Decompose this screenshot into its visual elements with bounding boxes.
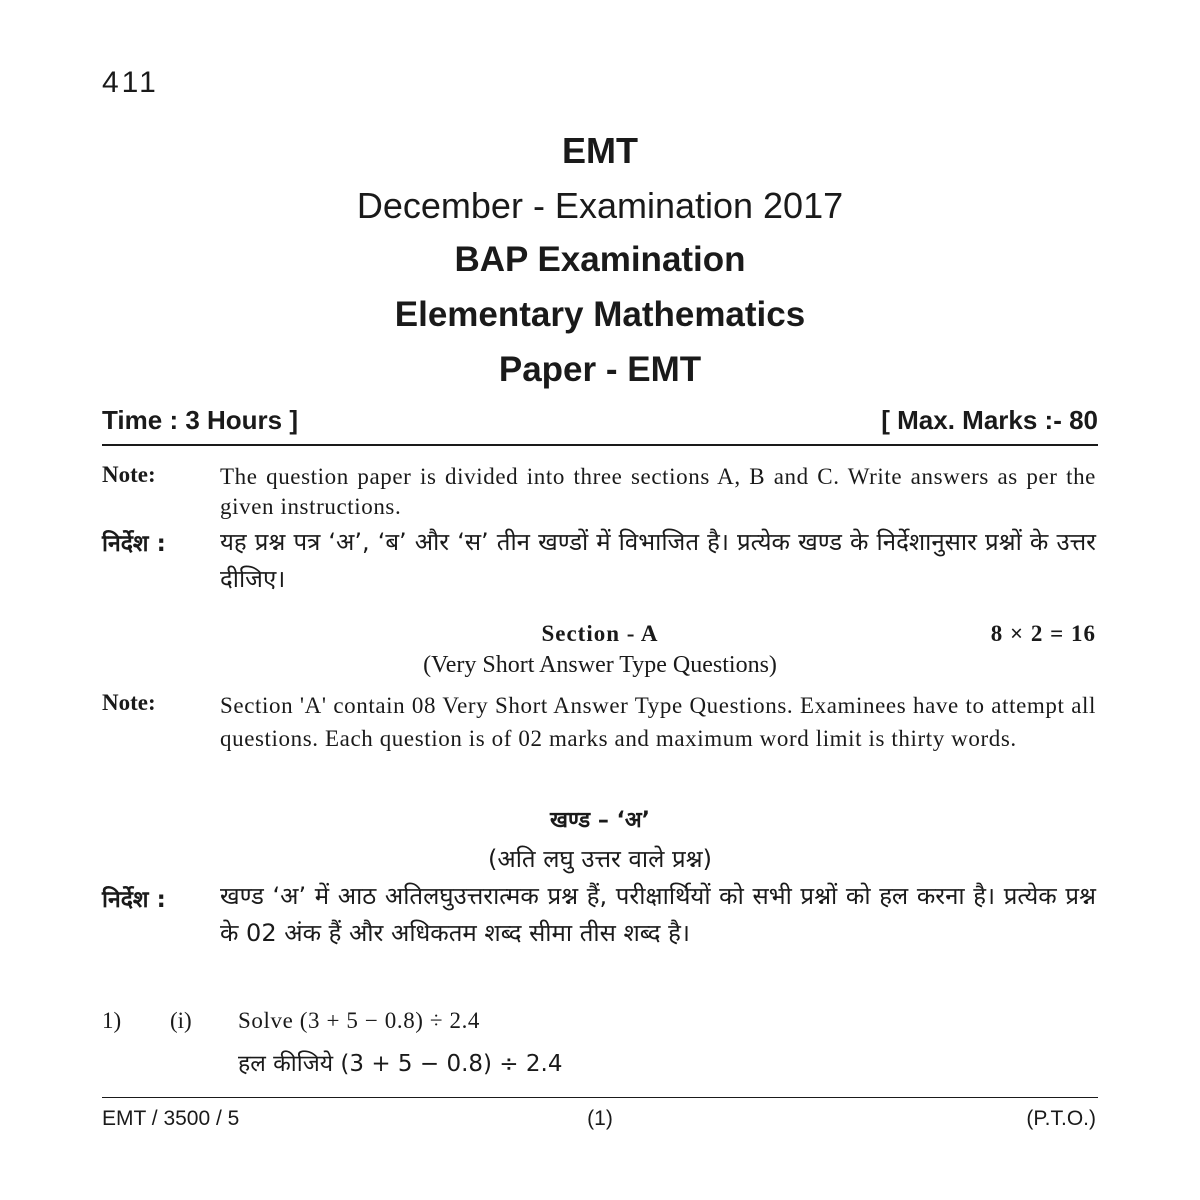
- time-allowed: Time : 3 Hours ]: [102, 405, 299, 435]
- max-marks: [ Max. Marks :- 80: [881, 405, 1098, 435]
- footer-code: EMT / 3500 / 5: [102, 1107, 240, 1130]
- section-a-subtitle: (Very Short Answer Type Questions): [423, 652, 777, 678]
- question-number: 1): [102, 1008, 122, 1033]
- section-a-hindi-title: खण्ड – ‘अ’: [549, 808, 651, 833]
- section-a-note-label: Note:: [102, 690, 156, 715]
- exam-session: December - Examination 2017: [356, 185, 844, 226]
- general-hindi-text: यह प्रश्न पत्र ‘अ’, ‘ब’ और ‘स’ तीन खण्डों में विभाजित है। प्रत्येक खण्ड के निर्देशानुसार प्रश्नों के उत्तर दीजिए।: [220, 528, 1096, 593]
- section-a-title: Section - A: [541, 621, 659, 646]
- question-sub-number: (i): [170, 1008, 192, 1033]
- subject-name: Elementary Mathematics: [394, 295, 806, 334]
- section-a-marks: 8 × 2 = 16: [990, 621, 1096, 646]
- section-a-note-text: Section 'A' contain 08 Very Short Answer Type Questions. Examinees have to attempt all questions. Each question is of 02 marks and maximum word limit is thirty words.: [220, 693, 1096, 751]
- general-note-label: Note:: [102, 462, 156, 487]
- header-divider: [102, 444, 1098, 446]
- pto-label: (P.T.O.): [1026, 1107, 1096, 1130]
- page-number: (1): [587, 1107, 613, 1130]
- general-hindi-label: निर्देश :: [102, 531, 166, 557]
- paper-code: 411: [102, 66, 159, 99]
- section-a-hindi-label: निर्देश :: [102, 887, 166, 913]
- question-text-english: Solve (3 + 5 − 0.8) ÷ 2.4: [238, 1008, 481, 1033]
- course-code-title: EMT: [562, 130, 638, 171]
- program-name: BAP Examination: [454, 240, 746, 279]
- section-a-hindi-subtitle: (अति लघु उत्तर वाले प्रश्न): [488, 845, 712, 873]
- section-a-hindi-text: खण्ड ‘अ’ में आठ अतिलघुउत्तरात्मक प्रश्न हैं, परीक्षार्थियों को सभी प्रश्नों को हल करना है। प्रत्येक प्रश्न के 02 अंक हैं और अधिकतम शब्द सीमा तीस शब्द है।: [220, 882, 1096, 947]
- paper-name: Paper - EMT: [498, 350, 702, 389]
- footer-divider: [102, 1097, 1098, 1098]
- question-text-hindi: हल कीजिये (3 + 5 − 0.8) ÷ 2.4: [238, 1051, 563, 1077]
- general-note-text: The question paper is divided into three sections A, B and C. Write answers as per the given instructions.: [220, 464, 1096, 519]
